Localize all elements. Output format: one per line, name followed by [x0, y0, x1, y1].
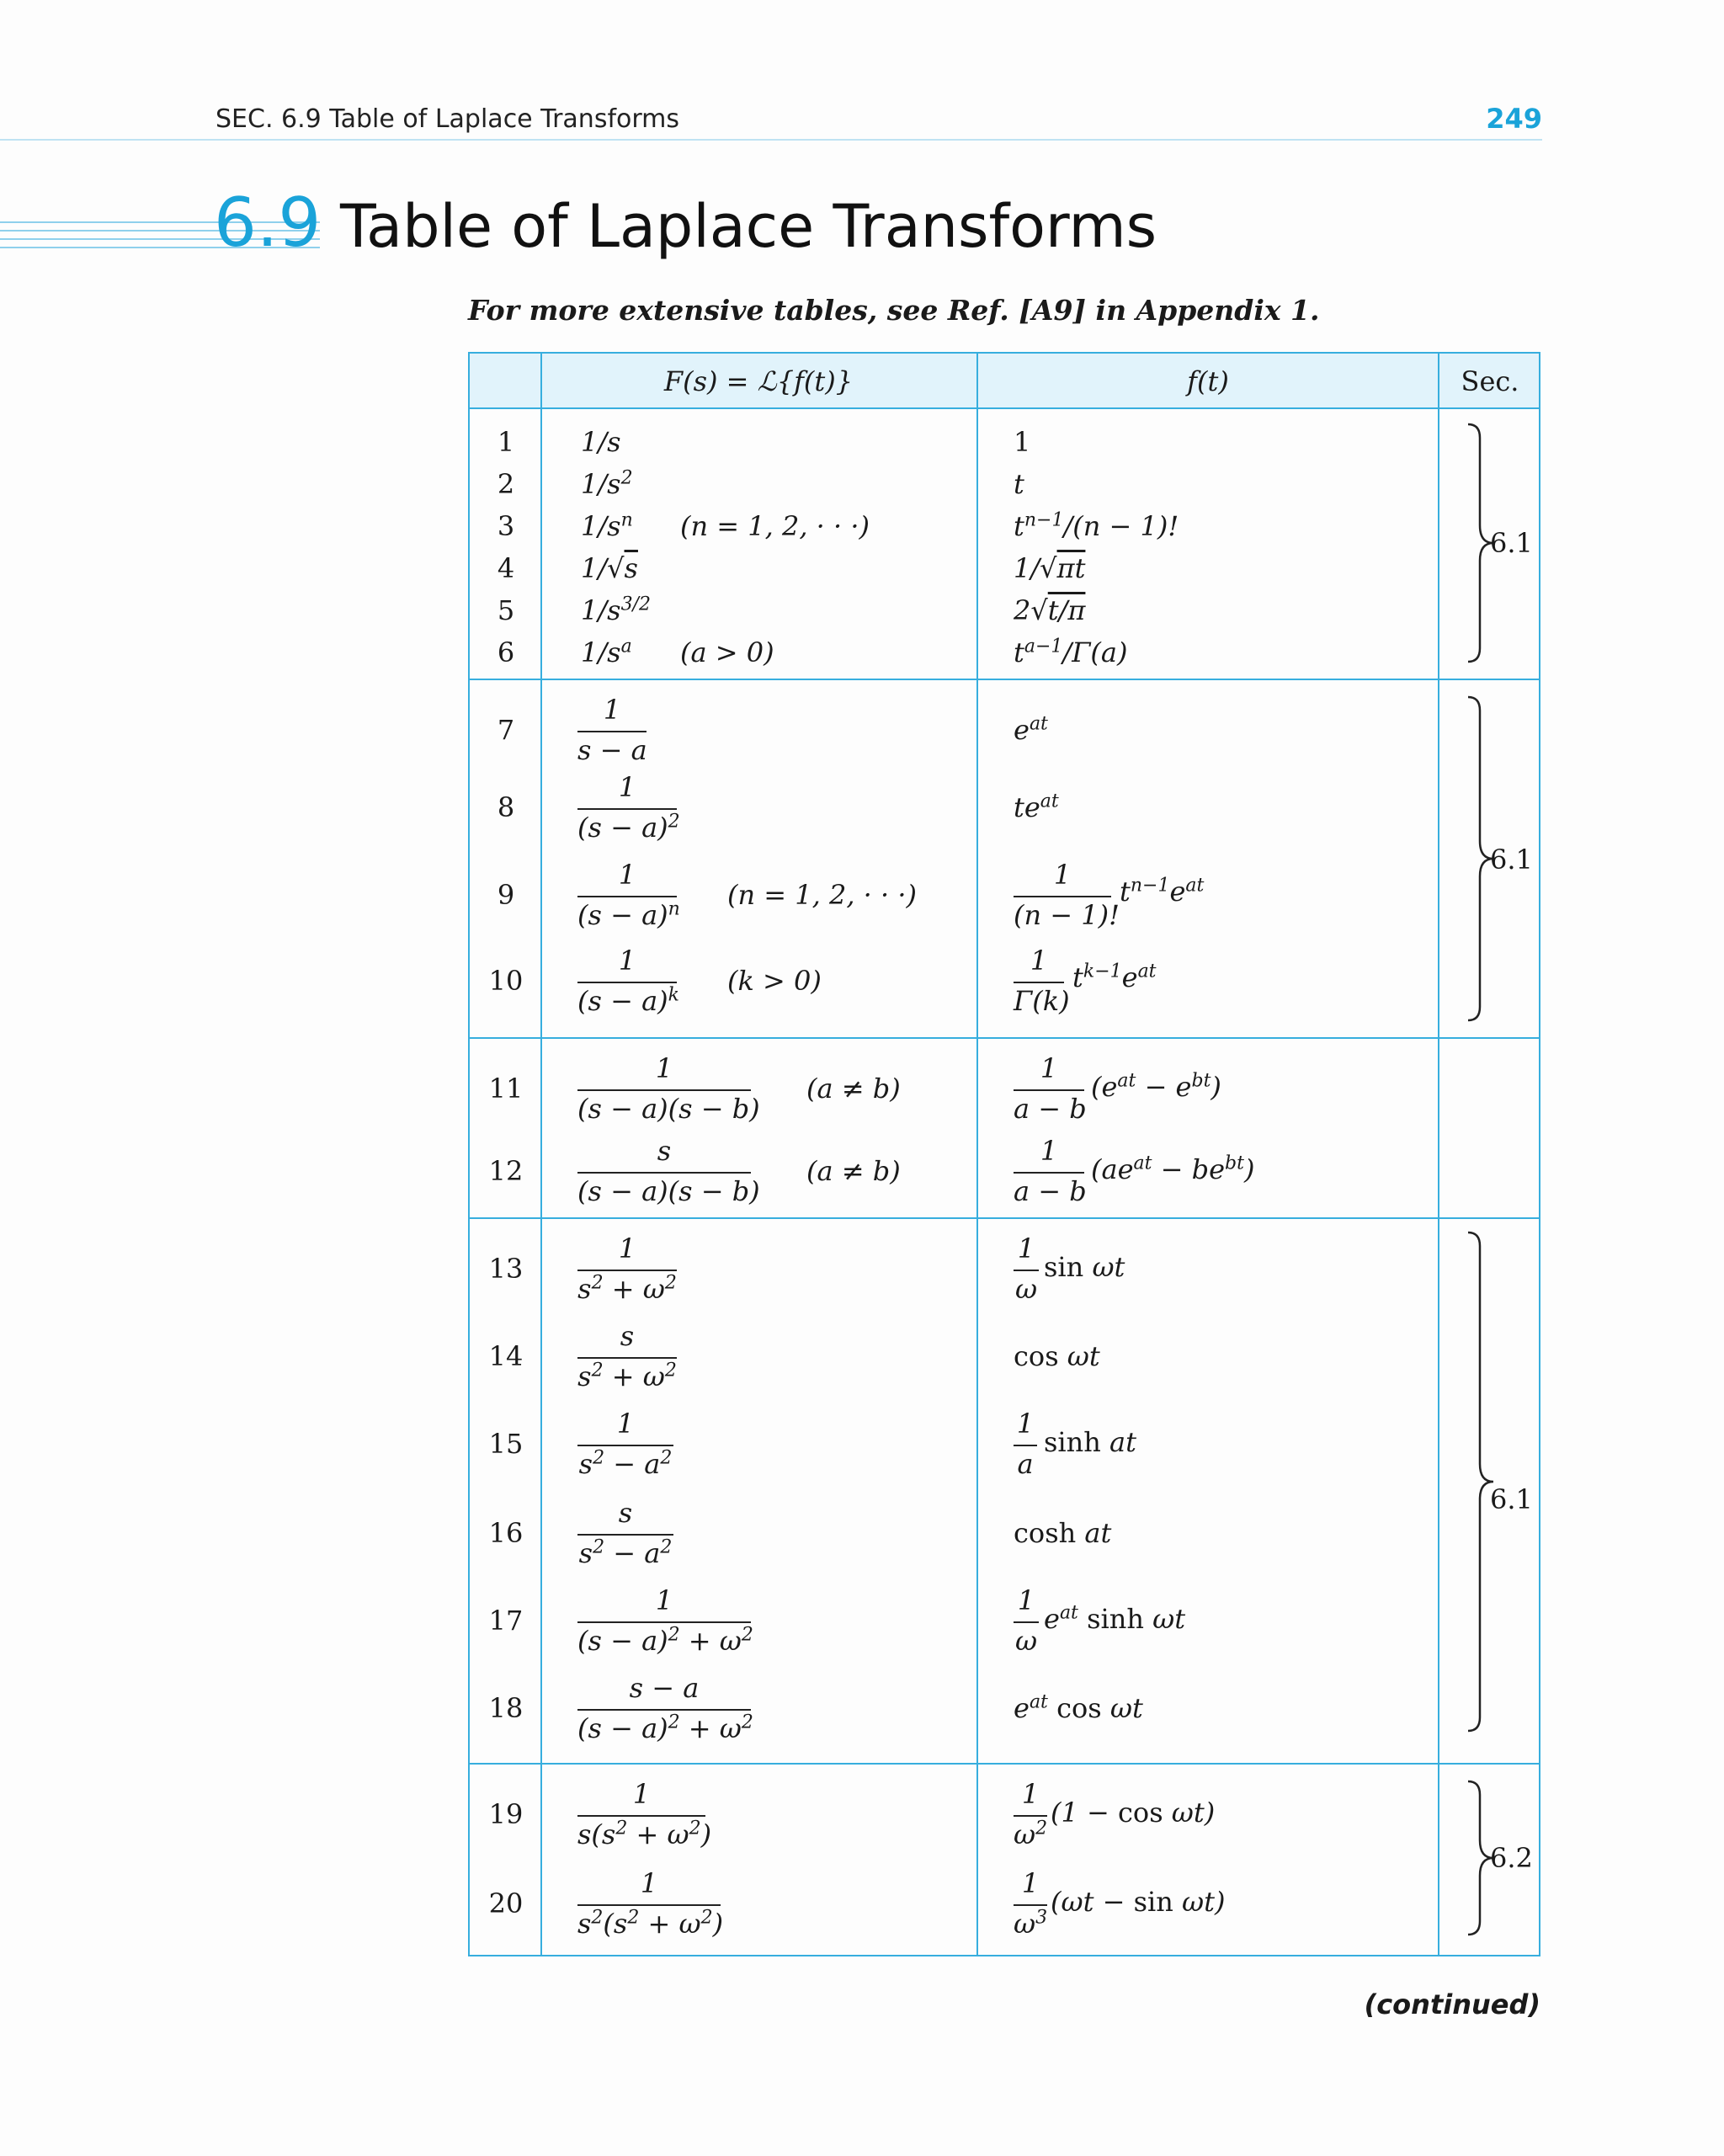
header-ft: f(t)	[1187, 365, 1229, 397]
F-fraction: $\frac{1}{s(s^2 + \omega^2)}$	[577, 1778, 712, 1850]
F-fraction: $\frac{1}{(s - a)^k}$	[577, 945, 679, 1017]
row-number: 3	[497, 510, 515, 542]
condition: (n = 1, 2, · · ·)	[727, 879, 917, 911]
header-rule	[0, 139, 1542, 141]
group-divider	[470, 1037, 1539, 1039]
row-number: 5	[497, 594, 515, 626]
row-number: 2	[497, 468, 515, 500]
f-fraction: $\frac{1}{a - b}$	[1014, 1135, 1087, 1207]
row-number: 7	[497, 714, 515, 746]
f-cell: $t^{n-1}/(n - 1)$!	[1014, 509, 1179, 542]
f-cell: $e^{at}$	[1014, 713, 1048, 746]
f-cell: sinh at	[1044, 1426, 1136, 1458]
F-fraction: $\frac{s}{s^2 + \omega^2}$	[577, 1320, 677, 1392]
F-fraction: $\frac{1}{(s - a)^n}$	[577, 859, 680, 931]
row-number: 9	[497, 879, 515, 911]
f-cell: cosh at	[1014, 1517, 1112, 1549]
F-cell: $1/s^n$	[581, 509, 633, 542]
section-title: Table of Laplace Transforms	[340, 192, 1157, 261]
row-number: 6	[497, 636, 515, 668]
brace	[1465, 1229, 1498, 1734]
group-divider	[470, 1763, 1539, 1765]
row-number: 8	[497, 791, 515, 823]
f-cell: cos ωt	[1014, 1340, 1100, 1372]
f-cell: sin ωt	[1044, 1251, 1125, 1283]
laplace-table	[468, 352, 1540, 1956]
F-fraction: $\frac{s}{s^2 - a^2}$	[578, 1497, 673, 1569]
f-cell: $t^{n-1}e^{at}$	[1120, 875, 1205, 908]
row-number: 17	[488, 1605, 524, 1637]
running-header	[0, 101, 1542, 143]
F-fraction: $\frac{s - a}{(s - a)^2 + \omega^2}$	[577, 1672, 753, 1744]
header-Fs: F(s) = ℒ{f(t)}	[663, 365, 854, 397]
row-number: 20	[488, 1887, 524, 1919]
f-cell: $e^{at}$ sinh ωt	[1044, 1602, 1186, 1635]
section-ref: 6.1	[1490, 527, 1533, 559]
F-cell: $1/s^a$	[581, 636, 632, 668]
F-fraction: $\frac{1}{(s - a)^2}$	[577, 771, 680, 844]
f-fraction: $\frac{1}{\omega^3}$	[1014, 1867, 1048, 1940]
f-cell: $t^{a-1}/\Gamma(a)$	[1014, 636, 1128, 668]
F-cell: 1/s	[581, 426, 621, 458]
f-cell: (1 − cos ωt)	[1051, 1797, 1216, 1829]
continued-label: (continued)	[1364, 1988, 1540, 2020]
f-cell: $t^{k-1}e^{at}$	[1072, 961, 1157, 993]
f-fraction: $\frac{1}{\Gamma(k)}$	[1014, 945, 1070, 1017]
F-fraction: $\frac{1}{(s - a)(s - b)}$	[577, 1052, 760, 1125]
f-cell: $e^{at}$ cos ωt	[1014, 1691, 1143, 1724]
column-divider	[976, 354, 978, 1955]
f-cell: (ωt − sin ωt)	[1051, 1886, 1226, 1918]
row-number: 16	[488, 1517, 524, 1549]
page-number: 249	[1486, 103, 1542, 135]
F-fraction: $\frac{1}{s^2(s^2 + \omega^2)}$	[577, 1867, 724, 1940]
header-sec: Sec.	[1461, 365, 1519, 397]
row-number: 15	[488, 1428, 524, 1460]
F-fraction: $\frac{1}{s^2 + \omega^2}$	[577, 1232, 677, 1305]
F-fraction: $\frac{1}{(s - a)^2 + \omega^2}$	[577, 1584, 753, 1657]
section-number: 6.9	[214, 184, 322, 262]
row-number: 12	[488, 1155, 524, 1187]
f-cell: t	[1014, 468, 1024, 500]
F-fraction: $\frac{s}{(s - a)(s - b)}$	[577, 1135, 760, 1207]
row-number: 1	[497, 426, 515, 458]
condition: (n = 1, 2, · · ·)	[680, 510, 870, 542]
F-cell: 1/√s	[581, 552, 638, 584]
row-number: 14	[488, 1340, 524, 1372]
group-divider	[470, 679, 1539, 680]
f-fraction: $\frac{1}{\omega}$	[1014, 1232, 1038, 1305]
f-cell: $(ae^{at} - be^{bt})$	[1091, 1153, 1255, 1185]
row-number: 13	[488, 1253, 524, 1285]
row-number: 19	[488, 1798, 524, 1830]
running-header-section: SEC. 6.9 Table of Laplace Transforms	[216, 104, 680, 134]
condition: (a ≠ b)	[806, 1073, 901, 1105]
row-number: 18	[488, 1692, 524, 1724]
f-cell: 2√t/π	[1014, 594, 1086, 626]
section-ref: 6.1	[1490, 1483, 1533, 1515]
condition: (a > 0)	[680, 636, 774, 668]
group-divider	[470, 1217, 1539, 1219]
condition: (k > 0)	[727, 965, 822, 997]
f-fraction: $\frac{1}{a}$	[1014, 1408, 1037, 1480]
f-cell: $te^{at}$	[1014, 791, 1059, 823]
row-number: 10	[488, 965, 524, 997]
row-number: 4	[497, 552, 515, 584]
f-cell: $(e^{at} - e^{bt})$	[1091, 1070, 1221, 1103]
F-fraction: $\frac{1}{s - a}$	[577, 694, 647, 766]
condition: (a ≠ b)	[806, 1155, 901, 1187]
f-fraction: $\frac{1}{(n - 1)!}$	[1014, 859, 1120, 931]
reference-note: For more extensive tables, see Ref. [A9] in Appendix 1.	[468, 294, 1320, 327]
F-cell: $1/s^2$	[581, 467, 633, 500]
column-divider	[1438, 354, 1439, 1955]
F-cell: $1/s^{3/2}$	[581, 594, 651, 626]
f-fraction: $\frac{1}{\omega}$	[1014, 1584, 1038, 1657]
f-fraction: $\frac{1}{\omega^2}$	[1014, 1778, 1048, 1850]
f-cell: 1/√πt	[1014, 552, 1086, 584]
section-ref: 6.1	[1490, 844, 1533, 876]
F-fraction: $\frac{1}{s^2 - a^2}$	[578, 1408, 673, 1480]
f-fraction: $\frac{1}{a - b}$	[1014, 1052, 1087, 1125]
row-number: 11	[488, 1073, 524, 1105]
section-ref: 6.2	[1490, 1842, 1533, 1874]
f-cell: 1	[1014, 426, 1031, 458]
